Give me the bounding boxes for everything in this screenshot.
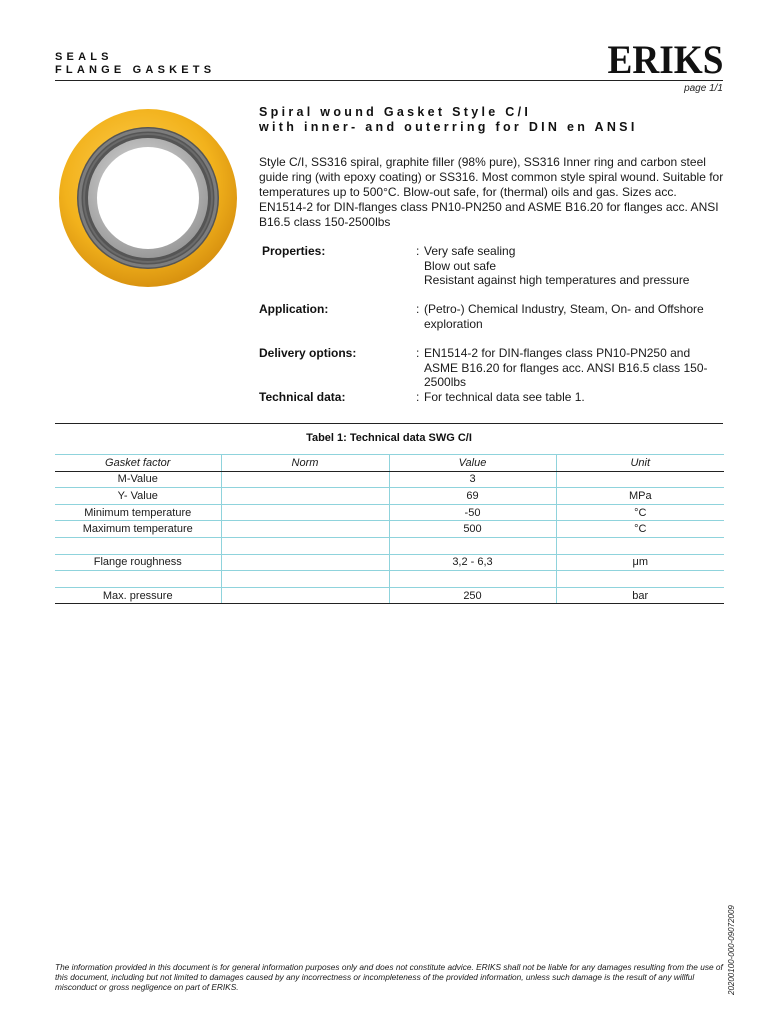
table-row xyxy=(55,554,724,571)
gasket-image xyxy=(58,108,238,288)
table-cell: -50 xyxy=(389,504,556,521)
product-title-line-2: with inner- and outerring for DIN en ANSI xyxy=(259,120,638,134)
table-row xyxy=(55,537,724,554)
properties-value: : Very safe sealing Blow out safe Resistant against high temperatures and pressure xyxy=(416,244,726,288)
product-title-line-1: Spiral wound Gasket Style C/I xyxy=(259,105,532,119)
header-rule xyxy=(55,80,723,81)
table-row xyxy=(55,504,724,521)
table-cell xyxy=(221,521,389,538)
technical-data-label: Technical data: xyxy=(259,390,346,404)
table-row xyxy=(55,587,724,604)
table-cell xyxy=(55,537,221,554)
application-label: Application: xyxy=(259,302,329,316)
properties-label: Properties: xyxy=(262,244,326,258)
table-cell xyxy=(556,571,724,588)
brand-logo xyxy=(607,41,724,77)
table-cell: 3 xyxy=(389,471,556,488)
table-row xyxy=(55,471,724,488)
table-cell: 500 xyxy=(389,521,556,538)
table-cell xyxy=(221,488,389,505)
table-cell xyxy=(55,571,221,588)
product-description: Style C/I, SS316 spiral, graphite filler (98% pure), SS316 Inner ring and carbon steel guide ring (with epoxy coating) or SS316. Most common style spiral wound. Suitable for temperatures up to 500°C. Blow-out safe, for (thermal) oils and gas. Sizes acc. EN1514-2 for DIN-flanges class PN10-PN250 and ASME B16.20 for flanges acc. ANSI B16.5 class 150-2500lbs xyxy=(259,155,724,229)
technical-data-value-text: For technical data see table 1. xyxy=(424,390,585,404)
table-cell: Y- Value xyxy=(55,488,221,505)
gasket-bore xyxy=(97,147,199,249)
table-cell: 69 xyxy=(389,488,556,505)
table-header-row xyxy=(55,455,724,472)
table-cell: MPa xyxy=(556,488,724,505)
table-cell: Flange roughness xyxy=(55,554,221,571)
table-cell xyxy=(556,471,724,488)
table-row xyxy=(55,521,724,538)
table-row xyxy=(55,488,724,505)
properties-value-text: Very safe sealing Blow out safe Resistant against high temperatures and pressure xyxy=(424,244,690,287)
delivery-options-label: Delivery options: xyxy=(259,346,357,360)
table-cell xyxy=(221,471,389,488)
technical-data-table xyxy=(55,454,724,604)
delivery-options-value: : EN1514-2 for DIN-flanges class PN10-PN250 and ASME B16.20 for flanges acc. ANSI B16.5 class 150-2500lbs xyxy=(416,346,726,390)
table-cell: M-Value xyxy=(55,471,221,488)
technical-data-value: : For technical data see table 1. xyxy=(416,390,726,405)
table-header-cell: Unit xyxy=(556,455,724,472)
table-cell: μm xyxy=(556,554,724,571)
table-header-cell: Value xyxy=(389,455,556,472)
table-row xyxy=(55,571,724,588)
table-title: Tabel 1: Technical data SWG C/I xyxy=(306,432,472,444)
table-cell: 250 xyxy=(389,587,556,604)
table-cell: Minimum temperature xyxy=(55,504,221,521)
table-cell xyxy=(556,537,724,554)
document-id: 20200100-000-09072009 xyxy=(727,905,736,995)
page-number: page 1/1 xyxy=(684,83,723,94)
table-cell: °C xyxy=(556,504,724,521)
table-header-cell: Norm xyxy=(221,455,389,472)
table-cell xyxy=(221,504,389,521)
category-line-2: FLANGE GASKETS xyxy=(55,64,216,76)
table-header-cell: Gasket factor xyxy=(55,455,221,472)
application-value: : (Petro-) Chemical Industry, Steam, On- and Offshore exploration xyxy=(416,302,726,331)
disclaimer: The information provided in this document is for general information purposes only and does not constitute advice. ERIKS shall not be liable for any damages resulting from the use of this document, including but not limited to damages caused by any incorrectness or incompleteness of the provided information, unless such damage is the result of any willful misconduct or gross negligence on part of ERIKS. xyxy=(55,962,723,992)
section-rule xyxy=(55,423,723,424)
brand-logo-text: ERIKS xyxy=(607,41,724,77)
table-cell: °C xyxy=(556,521,724,538)
table-cell xyxy=(221,537,389,554)
table-cell: Max. pressure xyxy=(55,587,221,604)
category-line-1: SEALS xyxy=(55,51,113,63)
table-cell xyxy=(221,554,389,571)
table-cell: Maximum temperature xyxy=(55,521,221,538)
table-cell xyxy=(221,571,389,588)
table-cell: bar xyxy=(556,587,724,604)
table-cell xyxy=(389,537,556,554)
application-value-text: (Petro-) Chemical Industry, Steam, On- and Offshore exploration xyxy=(424,302,704,331)
table-cell xyxy=(221,587,389,604)
table-cell: 3,2 - 6,3 xyxy=(389,554,556,571)
table-cell xyxy=(389,571,556,588)
delivery-options-value-text: EN1514-2 for DIN-flanges class PN10-PN250 and ASME B16.20 for flanges acc. ANSI B16.5 class 150-2500lbs xyxy=(424,346,708,389)
